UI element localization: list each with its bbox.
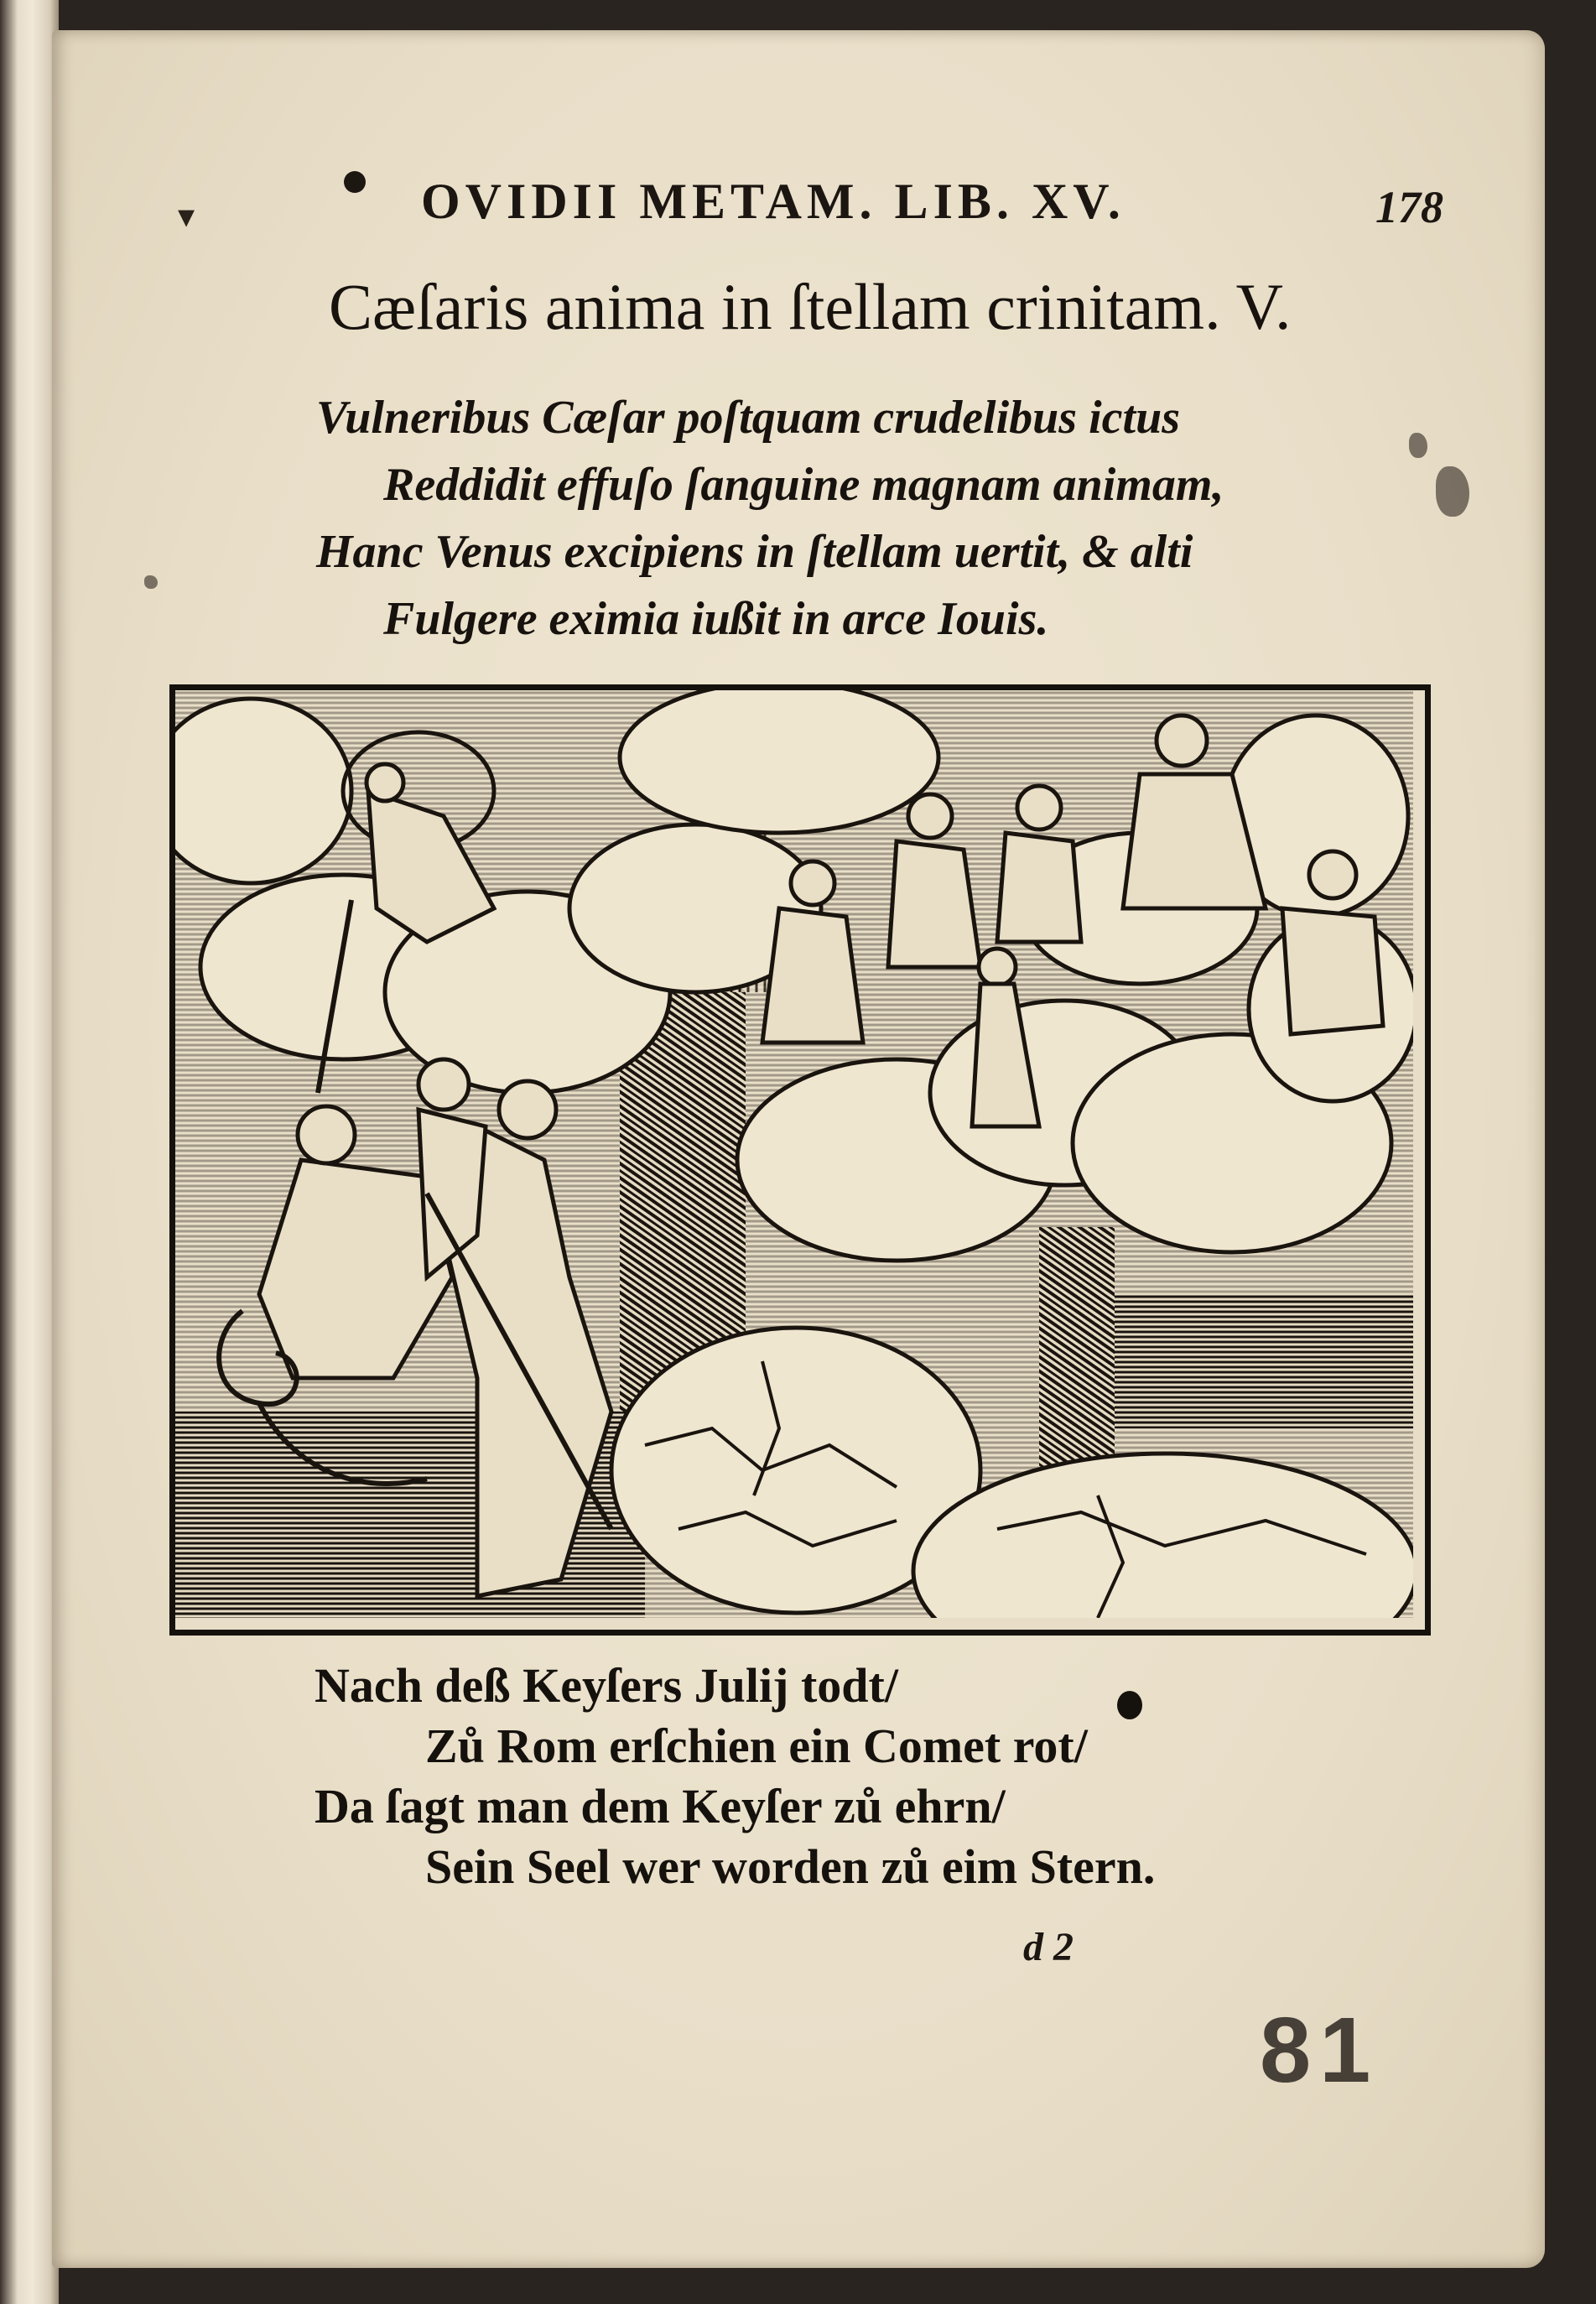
printer-dot-icon [344,171,366,193]
folio-number: 178 [1375,182,1443,232]
woodcut-illustration [169,684,1431,1636]
running-title: OVIDII METAM. LIB. XV. [421,174,1126,229]
page-title: Cæſaris anima in ſtellam crinitam. V. [329,270,1292,343]
library-stamp-mark: 81 [1260,1999,1380,2102]
german-verse-line: Zů Rom erſchien ein Comet rot/ [425,1719,1088,1773]
signature-mark: d 2 [1023,1925,1074,1969]
ink-blot [144,575,158,589]
ink-blot [1436,466,1469,517]
german-verse-line: Nach deß Keyſers Julij todt/ [315,1658,898,1713]
german-verse-line: Sein Seel wer worden zů eim Stern. [425,1839,1156,1894]
latin-verse-line: Fulgere eximia iußit in arce Iouis. [383,593,1049,645]
woodcut-image [175,690,1413,1618]
printer-dot-icon [1117,1691,1142,1719]
running-header [52,164,1545,235]
book-spine-edge [0,0,59,2304]
german-verse-line: Da ſagt man dem Keyſer zů ehrn/ [315,1779,1006,1833]
latin-verse-line: Vulneribus Cæſar poſtquam crudelibus ictus [316,392,1181,444]
ink-blot [1409,433,1427,458]
latin-verse-line: Hanc Venus excipiens in ſtellam uertit, & alti [316,526,1193,578]
latin-verse-line: Reddidit effuſo ſanguine magnam animam, [383,459,1224,511]
margin-mark: ▾ [178,197,195,235]
book-page [52,30,1545,2268]
